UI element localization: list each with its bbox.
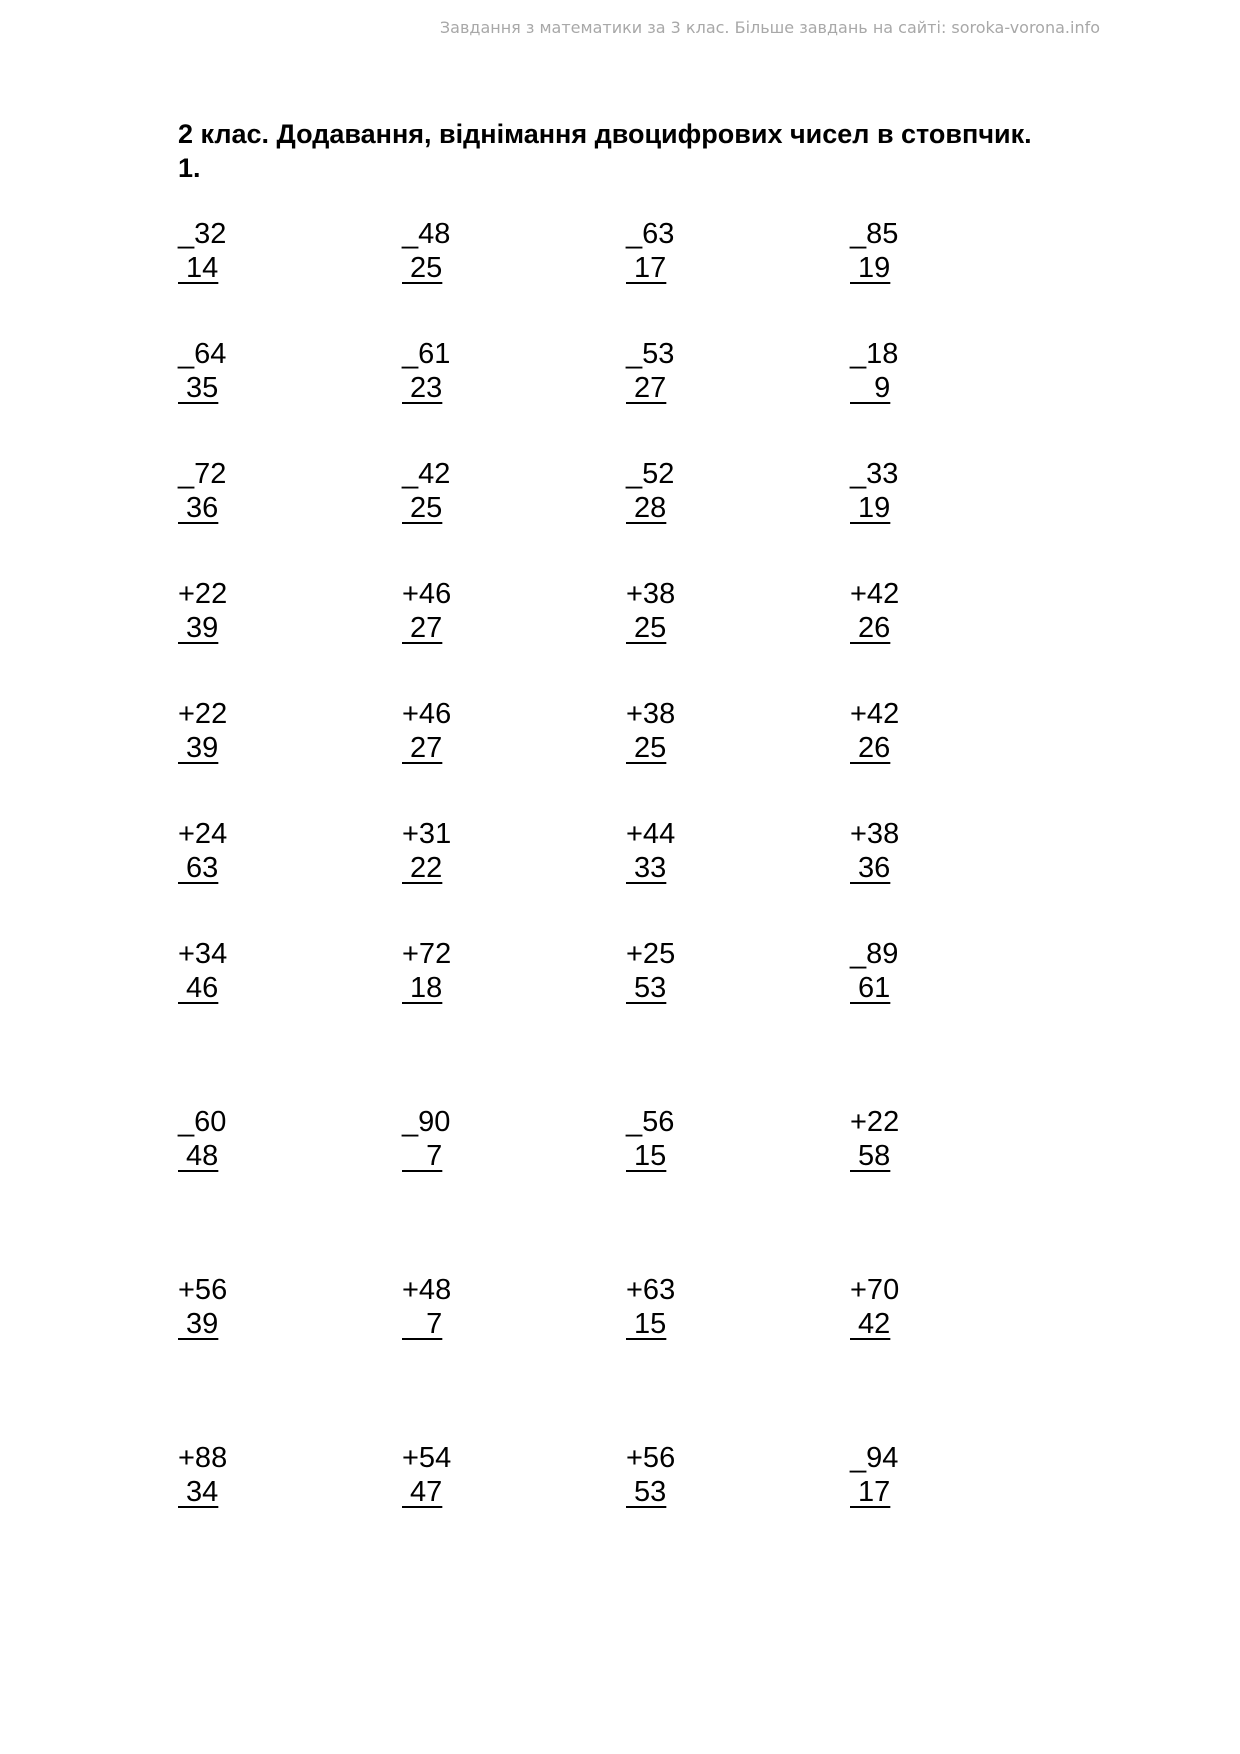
- column-problem: [178, 1273, 248, 1341]
- column-problem: [626, 1273, 696, 1341]
- column-problem: [850, 817, 920, 885]
- problem-top-number: +46: [402, 698, 452, 730]
- problem-bottom-number: 47: [402, 1476, 443, 1508]
- problem-top-number: _60: [178, 1106, 227, 1138]
- problem-bottom-number: 36: [850, 852, 891, 884]
- problem-top-number: +63: [626, 1274, 676, 1306]
- column-problem: [402, 937, 472, 1005]
- problem-bottom-number: 15: [626, 1308, 667, 1340]
- worksheet-title: [178, 117, 1032, 185]
- problem-bottom-number: 18: [402, 972, 443, 1004]
- problem-bottom-number: 28: [626, 492, 667, 524]
- column-problem: [626, 217, 696, 285]
- column-problem: [178, 697, 248, 765]
- problem-top-number: _63: [626, 218, 675, 250]
- problem-bottom-number: 25: [402, 492, 443, 524]
- column-problem: [402, 577, 472, 645]
- problem-bottom-number: 61: [850, 972, 891, 1004]
- problem-bottom-number: 22: [402, 852, 443, 884]
- problem-top-number: +22: [850, 1106, 900, 1138]
- column-problem: [626, 1105, 696, 1173]
- problem-top-number: +44: [626, 818, 676, 850]
- column-problem: [850, 1105, 920, 1173]
- problem-bottom-number: 39: [178, 612, 219, 644]
- problem-top-number: +34: [178, 938, 228, 970]
- column-problem: [850, 337, 920, 405]
- problem-top-number: +31: [402, 818, 452, 850]
- problem-top-number: +70: [850, 1274, 900, 1306]
- column-problem: [850, 1273, 920, 1341]
- problem-bottom-number: 27: [626, 372, 667, 404]
- problem-top-number: +48: [402, 1274, 452, 1306]
- problem-bottom-number: 39: [178, 1308, 219, 1340]
- problem-bottom-number: 35: [178, 372, 219, 404]
- problem-bottom-number: 26: [850, 612, 891, 644]
- problem-bottom-number: 25: [402, 252, 443, 284]
- title-line-1: 2 клас. Додавання, віднімання двоцифрових чисел в стовпчик.: [178, 119, 1032, 149]
- column-problem: [402, 1441, 472, 1509]
- problem-top-number: _61: [402, 338, 451, 370]
- column-problem: [626, 457, 696, 525]
- column-problem: [402, 817, 472, 885]
- column-problem: [178, 817, 248, 885]
- problem-bottom-number: 26: [850, 732, 891, 764]
- problem-bottom-number: 14: [178, 252, 219, 284]
- problem-bottom-number: 17: [850, 1476, 891, 1508]
- column-problem: [626, 337, 696, 405]
- problem-bottom-number: 23: [402, 372, 443, 404]
- problem-bottom-number: 25: [626, 732, 667, 764]
- column-problem: [850, 937, 920, 1005]
- problem-top-number: +56: [626, 1442, 676, 1474]
- problem-top-number: _42: [402, 458, 451, 490]
- problem-bottom-number: 15: [626, 1140, 667, 1172]
- problem-top-number: +38: [850, 818, 900, 850]
- problem-bottom-number: 25: [626, 612, 667, 644]
- problem-top-number: +22: [178, 578, 228, 610]
- column-problem: [626, 1441, 696, 1509]
- problem-top-number: _48: [402, 218, 451, 250]
- column-problem: [850, 457, 920, 525]
- problem-top-number: +25: [626, 938, 676, 970]
- problem-bottom-number: 39: [178, 732, 219, 764]
- problem-top-number: +72: [402, 938, 452, 970]
- problem-bottom-number: 9: [850, 372, 891, 404]
- problem-bottom-number: 48: [178, 1140, 219, 1172]
- problem-bottom-number: 53: [626, 1476, 667, 1508]
- column-problem: [402, 217, 472, 285]
- problem-top-number: _85: [850, 218, 899, 250]
- problem-bottom-number: 34: [178, 1476, 219, 1508]
- column-problem: [402, 1105, 472, 1173]
- column-problem: [850, 1441, 920, 1509]
- header-note: Завдання з математики за 3 клас. Більше завдань на сайті: soroka-vorona.info: [439, 18, 1100, 37]
- problem-top-number: _72: [178, 458, 227, 490]
- problem-bottom-number: 58: [850, 1140, 891, 1172]
- problem-bottom-number: 42: [850, 1308, 891, 1340]
- problem-top-number: _89: [850, 938, 899, 970]
- problem-bottom-number: 27: [402, 732, 443, 764]
- problem-top-number: +88: [178, 1442, 228, 1474]
- problem-top-number: +54: [402, 1442, 452, 1474]
- column-problem: [850, 697, 920, 765]
- column-problem: [402, 1273, 472, 1341]
- column-problem: [626, 817, 696, 885]
- column-problem: [178, 337, 248, 405]
- column-problem: [626, 697, 696, 765]
- problem-top-number: _32: [178, 218, 227, 250]
- column-problem: [850, 577, 920, 645]
- problem-top-number: _33: [850, 458, 899, 490]
- column-problem: [626, 577, 696, 645]
- title-line-2: 1.: [178, 153, 201, 183]
- problem-top-number: +22: [178, 698, 228, 730]
- problem-top-number: _94: [850, 1442, 899, 1474]
- problem-bottom-number: 19: [850, 252, 891, 284]
- column-problem: [178, 1441, 248, 1509]
- column-problem: [402, 697, 472, 765]
- column-problem: [178, 457, 248, 525]
- column-problem: [178, 937, 248, 1005]
- problem-top-number: _64: [178, 338, 227, 370]
- problem-top-number: +38: [626, 578, 676, 610]
- column-problem: [402, 337, 472, 405]
- problem-top-number: +46: [402, 578, 452, 610]
- column-problem: [402, 457, 472, 525]
- problem-bottom-number: 17: [626, 252, 667, 284]
- problem-top-number: +42: [850, 578, 900, 610]
- problem-top-number: +56: [178, 1274, 228, 1306]
- problem-bottom-number: 19: [850, 492, 891, 524]
- column-problem: [178, 217, 248, 285]
- column-problem: [626, 937, 696, 1005]
- problem-top-number: _52: [626, 458, 675, 490]
- problem-top-number: +24: [178, 818, 228, 850]
- problem-bottom-number: 27: [402, 612, 443, 644]
- problem-bottom-number: 36: [178, 492, 219, 524]
- problem-bottom-number: 33: [626, 852, 667, 884]
- problem-top-number: +38: [626, 698, 676, 730]
- problem-top-number: _53: [626, 338, 675, 370]
- problem-top-number: +42: [850, 698, 900, 730]
- problem-top-number: _18: [850, 338, 899, 370]
- problem-bottom-number: 46: [178, 972, 219, 1004]
- problem-bottom-number: 7: [402, 1140, 443, 1172]
- problem-top-number: _56: [626, 1106, 675, 1138]
- problem-bottom-number: 7: [402, 1308, 443, 1340]
- problem-bottom-number: 53: [626, 972, 667, 1004]
- column-problem: [850, 217, 920, 285]
- problem-top-number: _90: [402, 1106, 451, 1138]
- column-problem: [178, 1105, 248, 1173]
- problem-bottom-number: 63: [178, 852, 219, 884]
- column-problem: [178, 577, 248, 645]
